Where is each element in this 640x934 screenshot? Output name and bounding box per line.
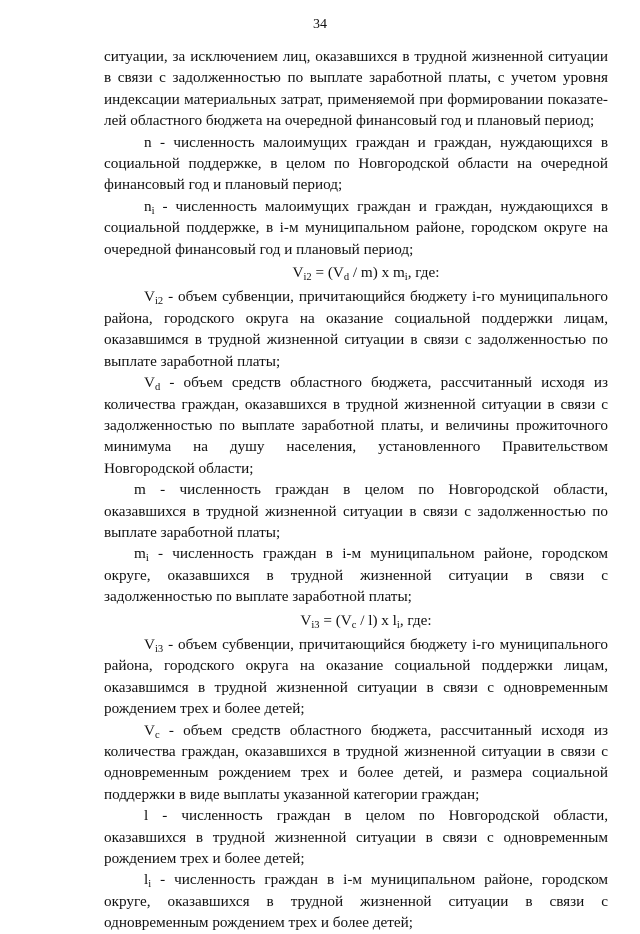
variable-subscript: i [151, 205, 155, 217]
formula-part: , где: [407, 264, 440, 282]
variable-subscript: i [145, 553, 149, 565]
variable-subscript: i2 [154, 296, 164, 308]
definition-n [104, 132, 608, 196]
formula-subscript: i [404, 272, 408, 284]
formula-vi2 [104, 262, 608, 283]
formula-subscript: d [343, 272, 350, 284]
definition-text: - объем средств областного бюджета, рассчитанный исходя из количества граждан, оказавшихся в трудной жизненной ситуации в связи с одновременным рождением трех и более детей, и размера социальной поддержки в виде выплаты указанной категории граждан; [104, 721, 608, 803]
definition-vd [104, 372, 608, 479]
formula-subscript: i2 [303, 272, 312, 284]
definition-text: - численность граждан в целом по Новгородской области, оказавшихся в трудной жизненной ситуации в связи с одновременным рождением трех и более детей; [104, 807, 608, 868]
text-line: индексации материальных затрат, применяемой при формировании показате- [104, 90, 608, 108]
text-line: лей областного бюджета на очередной финансовый год и плановый период; [104, 112, 595, 130]
definition-li [104, 869, 608, 933]
definition-ni [104, 196, 608, 260]
definition-text: - численность граждан в i-м муниципальном районе, городском округе, оказавшихся в трудной жизненной ситуации в связи с задолженностью по выплате заработной платы; [104, 545, 608, 606]
variable-symbol: l [144, 807, 149, 825]
formula-subscript: i3 [311, 619, 320, 631]
variable-subscript: i3 [154, 643, 164, 655]
definition-vi3 [104, 634, 608, 720]
formula-subscript: c [351, 619, 357, 631]
formula-symbol: V [292, 264, 304, 282]
paragraph-continuation [104, 46, 608, 132]
variable-symbol: V [144, 374, 155, 392]
definition-text: - численность малоимущих граждан и граждан, нуждающихся в социальной поддержке, в целом по Новгородской области на очередной финансовый год и плановый период; [104, 133, 608, 194]
variable-symbol: V [144, 635, 155, 653]
variable-subscript: i [148, 879, 152, 891]
formula-subscript: i [396, 619, 400, 631]
definition-text: - объем субвенции, причитающийся бюджету i-го муниципального района, городского округа на оказание социальной поддержки лицам, оказавшимся в трудной жизненной ситуации в связи с задолженностью по выплате заработной платы; [104, 288, 608, 370]
variable-symbol: V [144, 721, 155, 739]
page-number: 34 [313, 17, 327, 32]
text-line: ситуации, за исключением лиц, оказавшихся в трудной жизненной ситуации [104, 48, 608, 65]
variable-symbol: n [144, 133, 152, 151]
definition-vi2 [104, 286, 608, 372]
formula-symbol: V [300, 611, 312, 629]
variable-symbol: l [144, 871, 149, 889]
variable-subscript: c [154, 729, 160, 741]
formula-part: , где: [399, 611, 432, 629]
formula-part: = (V [311, 264, 344, 282]
definition-text: - объем средств областного бюджета, рассчитанный исходя из количества граждан, оказавшихся в трудной жизненной ситуации в связи с задолженностью по выплате заработной платы, и величины прожиточного минимума на душу населения, установленного Правительством Новгородской области; [104, 374, 608, 477]
definition-l [104, 805, 608, 869]
definition-vc [104, 720, 608, 806]
definition-mi [104, 543, 608, 607]
definition-text: - численность граждан в i-м муниципальном районе, городском округе, оказавшихся в трудной жизненной ситуации в связи с одновременным рождением трех и более детей; [104, 871, 608, 932]
definition-text: - численность граждан в целом по Новгородской области, оказавшихся в трудной жизненной ситуации в связи с задолженностью по выплате заработной платы; [104, 481, 608, 541]
variable-symbol: n [144, 197, 152, 215]
formula-part: / l) x l [356, 611, 397, 629]
formula-part: / m) x m [349, 264, 405, 282]
definition-text: - объем субвенции, причитающийся бюджету i-го муниципального района, городского округа на оказание социальной поддержки лицам, оказавшимся в трудной жизненной ситуации в связи с одновременным рождением трех и более детей; [104, 635, 608, 718]
definition-m [104, 479, 608, 543]
formula-vi3 [104, 610, 608, 631]
variable-symbol: m [134, 481, 146, 499]
formula-part: = (V [319, 611, 352, 629]
variable-symbol: V [144, 288, 155, 306]
variable-subscript: d [154, 382, 161, 394]
document-body [104, 46, 608, 934]
definition-text: - численность малоимущих граждан и граждан, нуждающихся в социальной поддержке, в i-м муниципальном районе, городском округе на очередной финансовый год и плановый период; [104, 197, 608, 258]
text-line: в связи с задолженностью по выплате заработной платы, с учетом уровня [104, 69, 608, 87]
variable-symbol: m [134, 545, 146, 563]
